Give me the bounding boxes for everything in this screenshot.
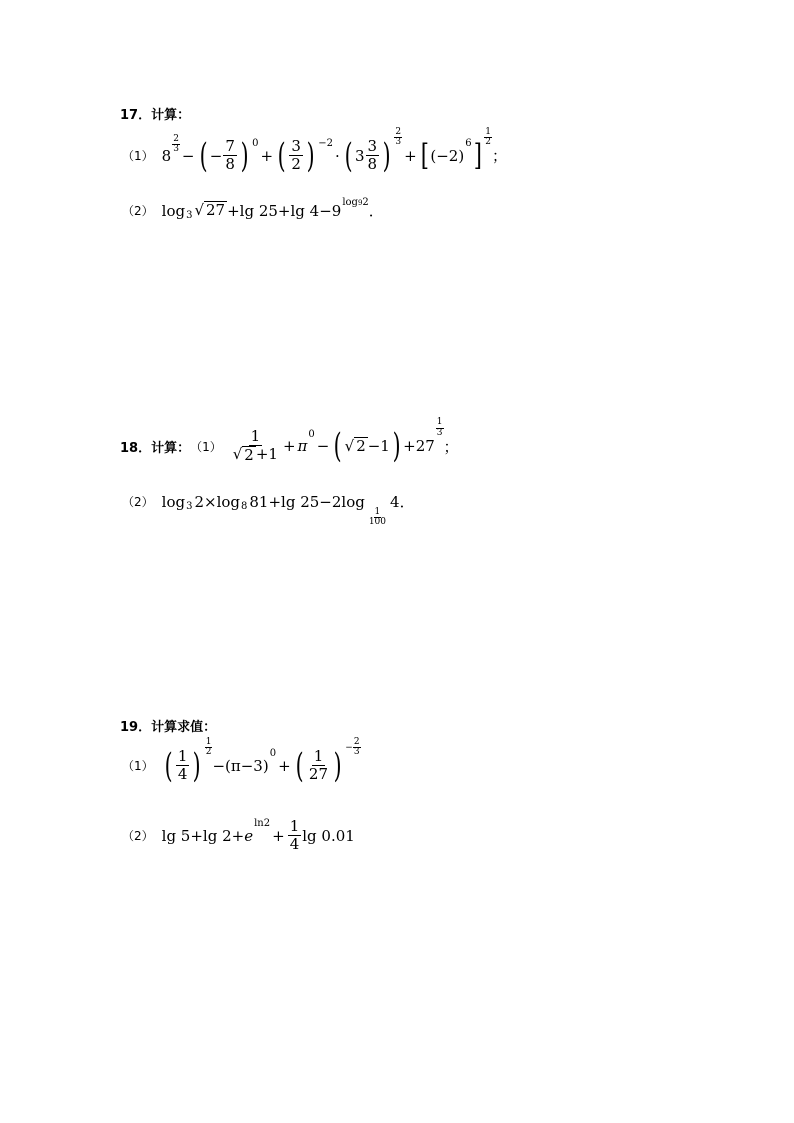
- question-18-part-1: [120, 417, 459, 467]
- question-18-part-2: [122, 488, 415, 528]
- part-label: （2）: [122, 204, 154, 218]
- question-19-title: 19．计算求值：: [120, 720, 217, 735]
- part-label: （1）: [122, 149, 154, 164]
- part-label: （2）: [122, 829, 154, 844]
- part-label: （2）: [122, 495, 154, 510]
- expression: log 3 2×log 8 81+lg 25−2log $\frac{1}{100}$ 4 ．: [161, 492, 415, 528]
- expression: log 3 √ 27 +lg 25+lg 4−9 log92 ．: [161, 197, 384, 221]
- question-17-part-2: [122, 197, 384, 221]
- question-18-title: 18．计算：: [120, 440, 191, 456]
- part-label: （1）: [190, 439, 222, 454]
- question-19-part-2: [122, 818, 355, 854]
- expression: 8 $\frac{2}{3}$ − ( − $\frac{7}{8}$ ) 0 + ( $\frac{3}{2}$ ) −2 · ( 3 $\frac{3}{8}$ ) 2 3 + [ (−2) 6 ] 1 2 ；: [161, 126, 508, 176]
- expression: lg 5+lg 2+ e ln2 + $\frac{1}{4}$ lg 0.01: [161, 817, 355, 854]
- question-17-title: 17．计算：: [120, 108, 191, 123]
- question-19-part-1: [122, 736, 361, 786]
- part-label: （1）: [122, 759, 154, 774]
- expression: ( $\frac{1}{4}$ ) 1 2 −(π−3) 0 + ( $\frac{1}{27}$ ) − $\frac{2}{3}$: [164, 736, 360, 786]
- question-17-part-1: [122, 126, 508, 176]
- expression: 1 √ 2 +1 + π 0 − ( √ 2 −1 ) +27 1 3 ；: [232, 417, 459, 467]
